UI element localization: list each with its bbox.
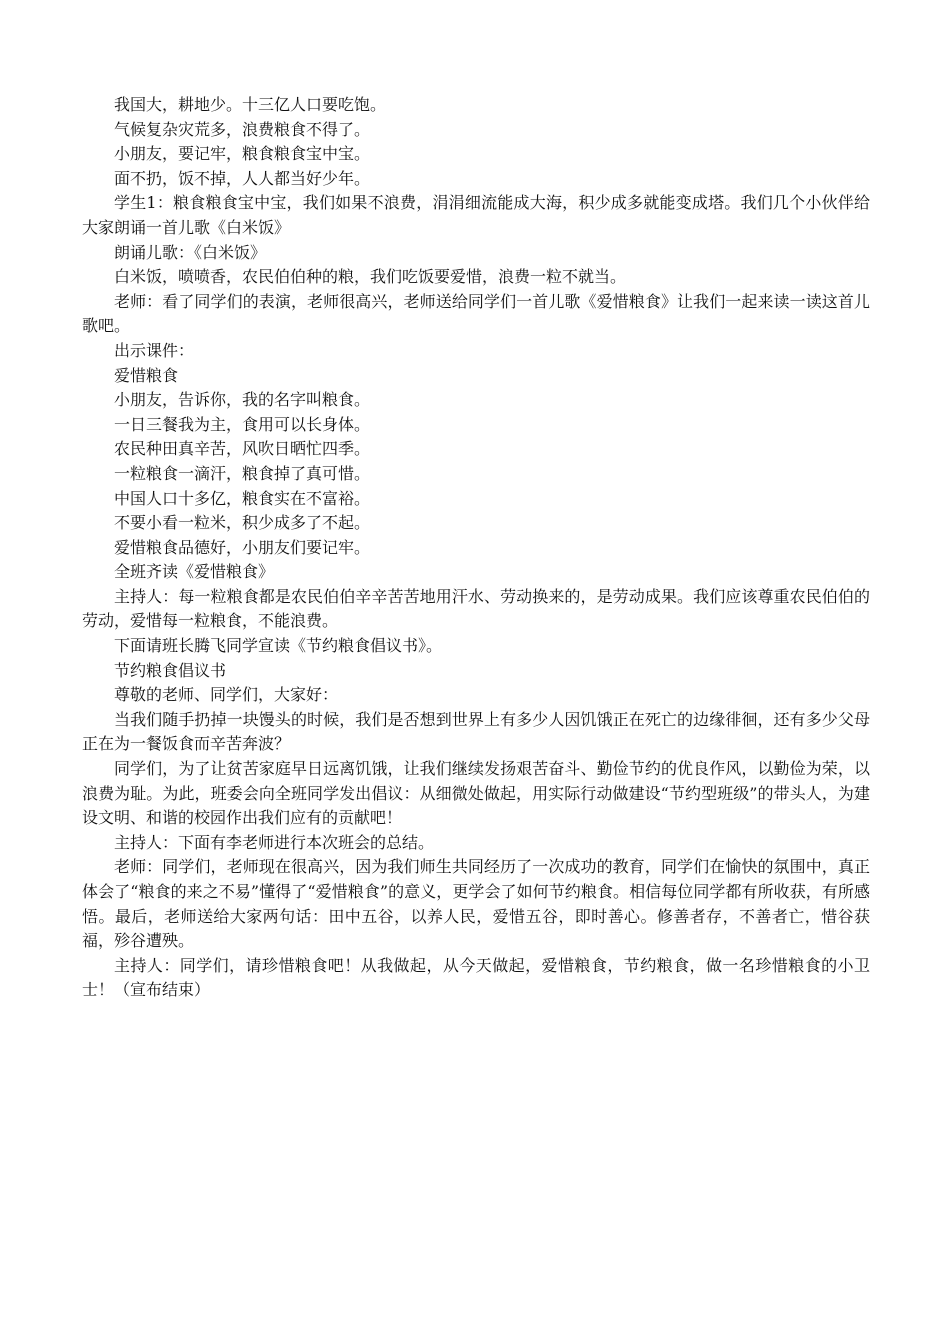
- poem-line: 小朋友，告诉你，我的名字叫粮食。: [114, 390, 371, 410]
- paragraph: 全班齐读《爱惜粮食》: [114, 562, 275, 582]
- paragraph: 面不扔，饭不掉，人人都当好少年。: [114, 168, 371, 188]
- paragraph: 学生1：粮食粮食宝中宝，我们如果不浪费，涓涓细流能成大海，积少成多就能变成塔。我们几个小伙伴给大家朗诵一首儿歌《白米饭》: [82, 193, 870, 237]
- paragraph: 下面请班长腾飞同学宣读《节约粮食倡议书》。: [114, 636, 443, 656]
- paragraph: 同学们，为了让贫苦家庭早日远离饥饿，让我们继续发扬艰苦奋斗、勤俭节约的优良作风，以勤俭为荣，以浪费为耻。为此，班委会向全班同学发出倡议：从细微处做起，用实际行动做建设“节约型班级”的带头人，为建设文明、和谐的校园作出我们应有的贡献吧！: [82, 759, 870, 828]
- paragraph: 尊敬的老师、同学们，大家好：: [114, 685, 339, 705]
- paragraph: 当我们随手扔掉一块馒头的时候，我们是否想到世界上有多少人因饥饿正在死亡的边缘徘徊，还有多少父母正在为一餐饭食而辛苦奔波？: [82, 709, 870, 754]
- paragraph: 气候复杂灾荒多，浪费粮食不得了。: [114, 119, 371, 139]
- paragraph: 出示课件：: [114, 340, 195, 360]
- paragraph: 老师：同学们，老师现在很高兴，因为我们师生共同经历了一次成功的教育，同学们在愉快的氛围中，真正体会了“粮食的来之不易”懂得了“爱惜粮食”的意义，更学会了如何节约粮食。相信每位同学都有所收获，有所感悟。最后，老师送给大家两句话：田中五谷，以养人民，爱惜五谷，即时善心。修善者存，不善者亡，惜谷获福，殄谷遭殃。: [82, 857, 870, 951]
- poem-line: 一粒粮食一滴汗，粮食掉了真可惜。: [114, 463, 371, 483]
- document-body: [82, 93, 870, 1003]
- paragraph: 主持人：每一粒粮食都是农民伯伯辛辛苦苦地用汗水、劳动换来的，是劳动成果。我们应该尊重农民伯伯的劳动，爱惜每一粒粮食，不能浪费。: [82, 586, 870, 631]
- paragraph: 我国大，耕地少。十三亿人口要吃饱。: [114, 95, 387, 114]
- paragraph: 老师：看了同学们的表演，老师很高兴，老师送给同学们一首儿歌《爱惜粮食》让我们一起来读一读这首儿歌吧。: [82, 291, 870, 336]
- paragraph: 白米饭，喷喷香，农民伯伯种的粮，我们吃饭要爱惜，浪费一粒不就当。: [114, 267, 627, 287]
- poem-line: 中国人口十多亿，粮食实在不富裕。: [114, 488, 371, 508]
- section-title: 爱惜粮食: [114, 365, 179, 385]
- poem-line: 农民种田真辛苦，风吹日晒忙四季。: [114, 439, 371, 459]
- poem-line: 不要小看一粒米，积少成多了不起。: [114, 513, 371, 533]
- paragraph: 主持人：下面有李老师进行本次班会的总结。: [114, 832, 435, 852]
- section-title: 节约粮食倡议书: [114, 660, 227, 680]
- poem-line: 爱惜粮食品德好，小朋友们要记牢。: [114, 537, 371, 557]
- paragraph: 朗诵儿歌：《白米饭》: [114, 242, 267, 262]
- paragraph: 小朋友，要记牢，粮食粮食宝中宝。: [114, 144, 371, 164]
- paragraph: 主持人：同学们，请珍惜粮食吧！从我做起，从今天做起，爱惜粮食，节约粮食，做一名珍惜粮食的小卫士！（宣布结束）: [82, 955, 870, 1000]
- poem-line: 一日三餐我为主，食用可以长身体。: [114, 414, 371, 434]
